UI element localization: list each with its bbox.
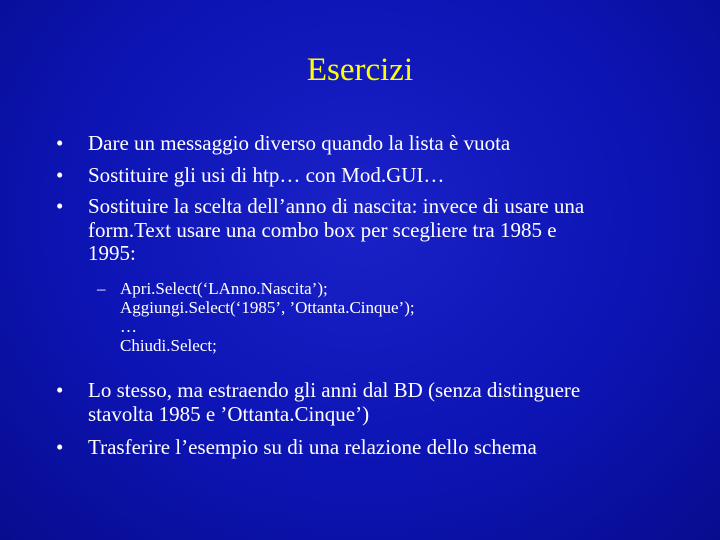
bullet-line: 1995: [88,241,136,265]
code-line: Aggiungi.Select(‘1985’, ’Ottanta.Cinque’); [120,298,415,317]
sub-item-marker: – [97,279,106,298]
bullet-text [88,195,688,266]
bullet-marker: • [56,194,64,218]
bullet-marker: • [56,163,64,187]
bullet-line: Dare un messaggio diverso quando la lista è vuota [88,131,511,155]
bullet-line: stavolta 1985 e ’Ottanta.Cinque’) [88,401,370,426]
code-line: Chiudi.Select; [120,336,217,355]
bullet-marker: • [56,435,64,459]
sub-item-text [120,279,680,355]
code-line: Apri.Select(‘LAnno.Nascita’); [120,279,328,298]
bullet-marker: • [56,378,64,402]
bullet-marker: • [56,131,64,155]
bullet-text [88,132,688,156]
bullet-line: Sostituire la scelta dell’anno di nascita: invece di usare una [88,194,585,218]
bullet-text [88,379,688,426]
bullet-text [88,436,688,460]
code-line: … [120,317,137,336]
bullet-line: Sostituire gli usi di htp… con Mod.GUI… [88,163,445,187]
slide-title: Esercizi [306,52,414,88]
bullet-line: Trasferire l’esempio su di una relazione dello schema [88,435,537,459]
bullet-text [88,164,688,188]
bullet-line: form.Text usare una combo box per scegliere tra 1985 e [88,217,557,242]
bullet-line: Lo stesso, ma estraendo gli anni dal BD (senza distinguere [88,378,581,402]
